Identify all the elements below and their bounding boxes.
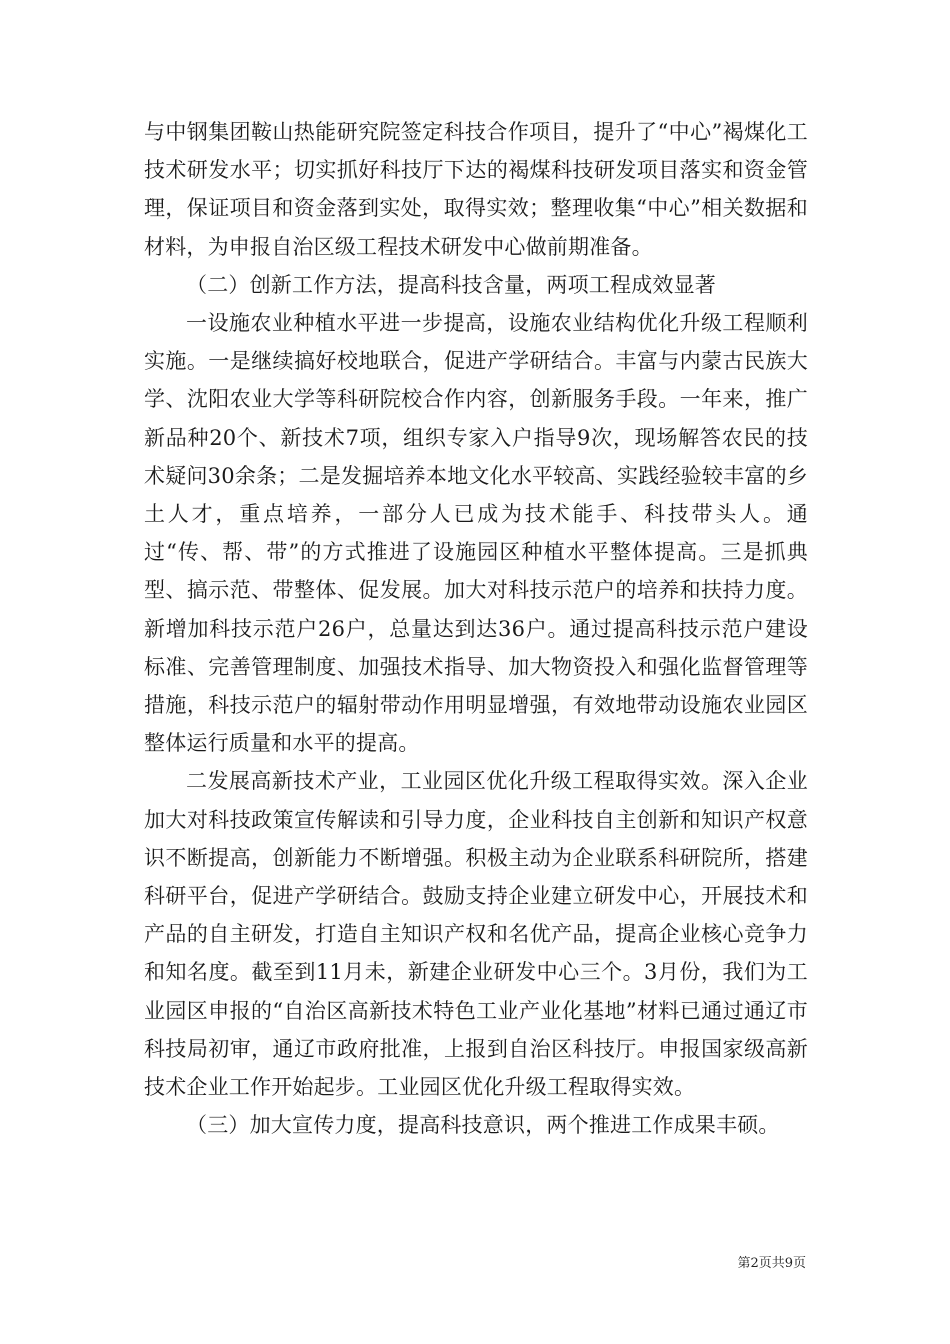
paragraph-1: 与中钢集团鞍山热能研究院签定科技合作项目，提升了“中心”褐煤化工技术研发水平；切实抓好科技厅下达的褐煤科技研发项目落实和资金管理，保证项目和资金落到实处，取得实效；整理收集“中心”相关数据和材料，为申报自治区级工程技术研发中心做前期准备。 [144,120,808,259]
paragraph-agriculture: 一设施农业种植水平进一步提高，设施农业结构优化升级工程顺利实施。一是继续搞好校地联合，促进产学研结合。丰富与内蒙古民族大学、沈阳农业大学等科研院校合作内容，创新服务手段。一年来，推广新品种20个、新技术7项，组织专家入户指导9次，现场解答农民的技术疑问30余条；二是发掘培养本地文化水平较高、实践经验较丰富的乡土人才，重点培养，一部分人已成为技术能手、科技带头人。通过“传、帮、带”的方式推进了设施园区种植水平整体提高。三是抓典型、搞示范、带整体、促发展。加大对科技示范户的培养和扶持力度。新增加科技示范户26户，总量达到达36户。通过提高科技示范户建设标准、完善管理制度、加强技术指导、加大物资投入和强化监督管理等措施，科技示范户的辐射带动作用明显增强，有效地带动设施农业园区整体运行质量和水平的提高。 [144,311,808,756]
paragraph-high-tech: 二发展高新技术产业，工业园区优化升级工程取得实效。深入企业加大对科技政策宣传解读和引导力度，企业科技自主创新和知识产权意识不断提高，创新能力不断增强。积极主动为企业联系科研院所，搭建科研平台，促进产学研结合。鼓励支持企业建立研发中心，开展技术和产品的自主研发，打造自主知识产权和名优产品，提高企业核心竞争力和知名度。截至到11月未，新建企业研发中心三个。3月份，我们为工业园区申报的“自治区高新技术特色工业产业化基地”材料已通过通辽市科技局初审，通辽市政府批准，上报到自治区科技厅。申报国家级高新技术企业工作开始起步。工业园区优化升级工程取得实效。 [144,769,808,1100]
page-number: 第2页共9页 [737,1256,806,1271]
section-heading-2: （二）创新工作方法，提高科技含量，两项工程成效显著 [186,272,716,297]
section-heading-3: （三）加大宣传力度，提高科技意识，两个推进工作成果丰硕。 [186,1113,780,1138]
document-body [144,113,808,1144]
